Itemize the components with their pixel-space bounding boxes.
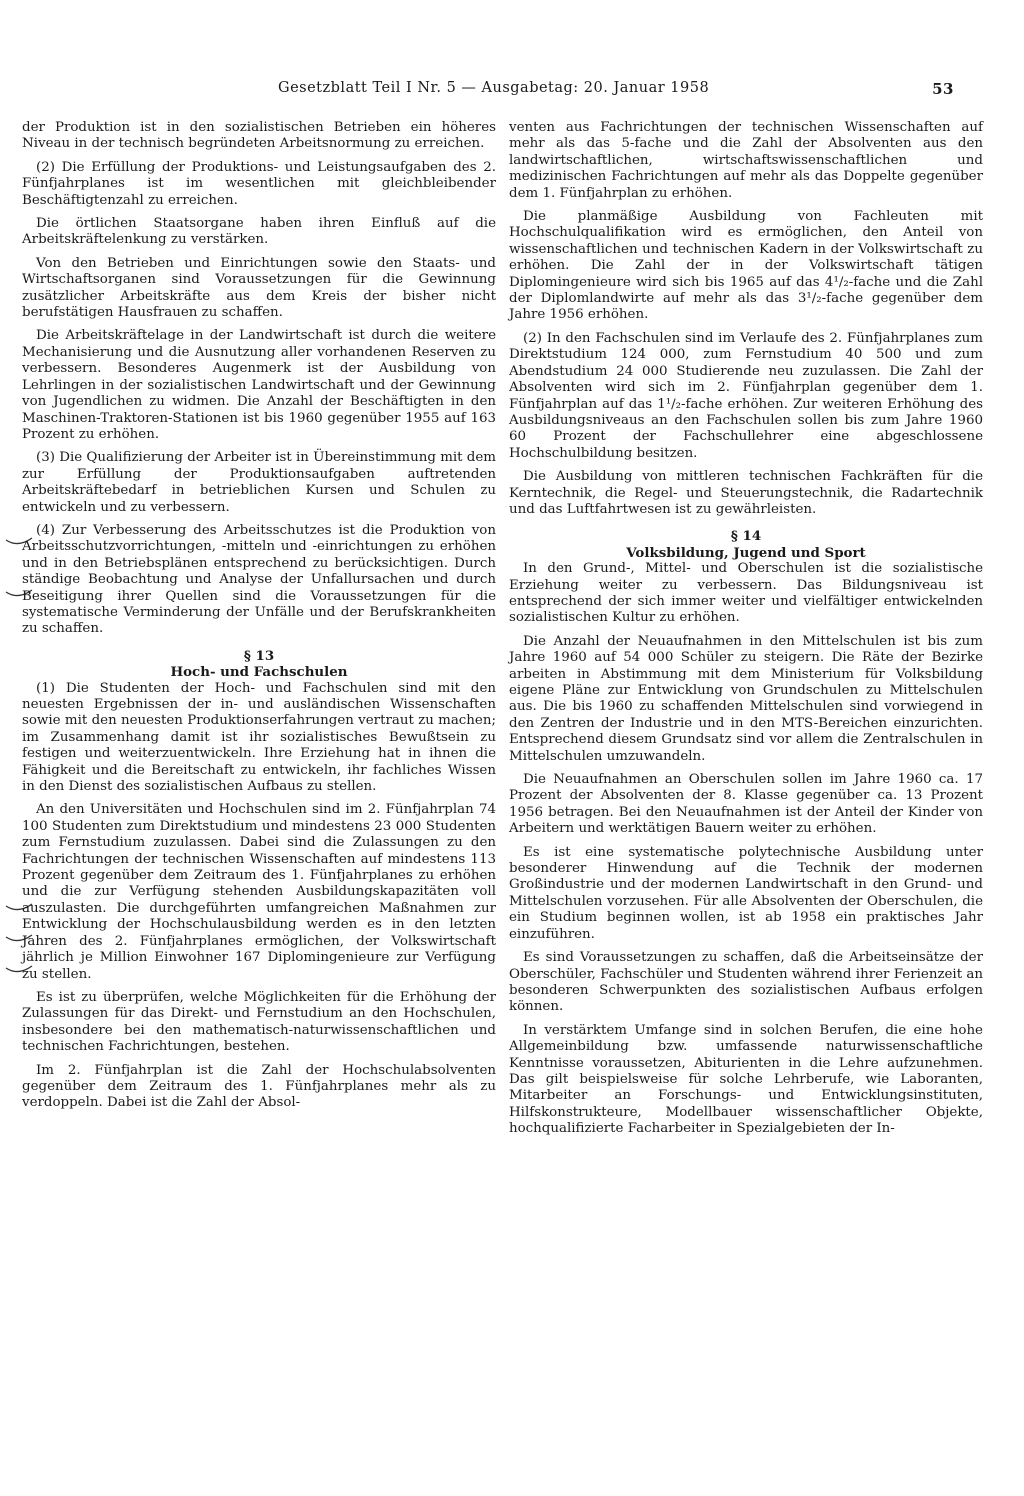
left-column (22, 120, 496, 1119)
section-title: Volksbildung, Jugend und Sport (626, 544, 866, 561)
section-number: § 13 (243, 647, 275, 664)
paragraph: Es ist eine systematische polytechnische Ausbildung unter besonderer Hinwendung auf die Technik der modernen Großindustrie und der modernen Landwirtschaft in den Grund- und Mittelschulen vorzusehen. Für alle Absolventen der Oberschulen, die ein Studium beginnen wollen, ist ab 1958 ein praktisches Jahr einzuführen. (509, 844, 983, 942)
paragraph: An den Universitäten und Hochschulen sind im 2. Fünfjahrplan 74 100 Studenten zum Direktstudium und mindestens 23 000 Studenten zum Fernstudium zuzulassen. Dabei sind die Zulassungen zu den Fachrichtungen der technischen Wissenschaften auf mindestens 113 Prozent gegenüber dem Zeitraum des 1. Fünfjahrplanes zu erhöhen und die zur Verfügung stehenden Ausbildungskapazitäten voll auszulasten. Die durchgeführten umfangreichen Maßnahmen zur Entwicklung der Hochschulausbildung werden es in den letzten Jahren des 2. Fünfjahrplanes ermöglichen, der Volkswirtschaft jährlich je Million Einwohner 167 Diplomingenieure zur Verfügung zu stellen. (22, 802, 496, 982)
right-column (509, 120, 983, 1145)
paragraph: Die Neuaufnahmen an Oberschulen sollen im Jahre 1960 ca. 17 Prozent der Absolventen der 8. Klasse gegenüber ca. 13 Prozent 1956 betragen. Bei den Neuaufnahmen ist der Anteil der Kinder von Arbeitern und werktätigen Bauern weiter zu erhöhen. (509, 772, 983, 837)
paragraph: Die örtlichen Staatsorgane haben ihren Einfluß auf die Arbeitskräftelenkung zu verstärken. (22, 216, 496, 248)
paragraph: In verstärktem Umfange sind in solchen Berufen, die eine hohe Allgemeinbildung bzw. umfassende naturwissenschaftliche Kenntnisse voraussetzen, Abiturienten in die Lehre aufzunehmen. Das gilt beispielsweise für solche Lehrberufe, wie Laboranten, Mitarbeiter an Forschungs- und Entwicklungsinstituten, Hilfskonstrukteure, Modellbauer wissenschaftlicher Objekte, hochqualifizierte Facharbeiter in Spezialgebieten der In- (509, 1022, 983, 1137)
paragraph: (1) Die Studenten der Hoch- und Fachschulen sind mit den neuesten Ergebnissen der in- und ausländischen Wissenschaften sowie mit den neuesten Produktionserfahrungen vertraut zu machen; im Zusammenhang damit ist ihr sozialistisches Bewußtsein zu festigen und weiterzuentwickeln. Ihre Erziehung hat in ihnen die Fähigkeit und die Bereitschaft zu entwickeln, ihr fachliches Wissen in den Dienst des sozialistischen Aufbaus zu stellen. (22, 680, 496, 795)
paragraph: Es ist zu überprüfen, welche Möglichkeiten für die Erhöhung der Zulassungen für das Direkt- und Fernstudium an den Hochschulen, insbesondere bei den mathematisch-naturwissenschaftlichen und technischen Fachrichtungen, bestehen. (22, 989, 496, 1055)
paragraph: (2) In den Fachschulen sind im Verlaufe des 2. Fünfjahrplanes zum Direktstudium 124 000, zum Fernstudium 40 500 und zum Abendstudium 24 000 Studierende neu zuzulassen. Die Zahl der Absolventen wird sich im 2. Fünfjahrplan gegenüber dem 1. Fünfjahrplan auf das 1¹/₂-fache erhöhen. Zur weiteren Erhöhung des Ausbildungsniveaus an den Fachschulen sollen bis zum Jahre 1960 60 Prozent der Fachschullehrer eine abgeschlossene Hochschulbildung besitzen. (509, 330, 983, 461)
paragraph: Die Arbeitskräftelage in der Landwirtschaft ist durch die weitere Mechanisierung und die Ausnutzung aller vorhandenen Reserven zu verbessern. Besonderes Augenmerk ist der Ausbildung von Lehrlingen in der sozialistischen Landwirtschaft und der Gewinnung von Jugendlichen zu widmen. Die Anzahl der Beschäftigten in den Maschinen-Traktoren-Stationen ist bis 1960 gegenüber 1955 auf 163 Prozent zu erhöhen. (22, 328, 496, 442)
paragraph: Die Ausbildung von mittleren technischen Fachkräften für die Kerntechnik, die Regel- und Steuerungstechnik, die Radartechnik und das Luftfahrtwesen ist zu gewährleisten. (509, 469, 983, 517)
paragraph: (3) Die Qualifizierung der Arbeiter ist in Übereinstimmung mit dem zur Erfüllung der Produktionsaufgaben auftretenden Arbeitskräftebedarf in betrieblichen Kursen und Schulen zu entwickeln und zu verbessern. (22, 450, 497, 515)
paragraph: Im 2. Fünfjahrplan ist die Zahl der Hochschulabsolventen gegenüber dem Zeitraum des 1. Fünfjahrplanes mehr als zu verdoppeln. Dabei ist die Zahl der Absol- (22, 1062, 496, 1111)
section-title: Hoch- und Fachschulen (170, 664, 348, 681)
section-number: § 14 (730, 528, 762, 545)
paragraph: Die planmäßige Ausbildung von Fachleuten mit Hochschulqualifikation wird es ermöglichen, den Anteil von wissenschaftlichen und technischen Kadern in der Volkswirtschaft zu erhöhen. Die Zahl der in der Volkswirtschaft tätigen Diplomingenieure wird sich bis 1965 auf das 4¹/₂-fache und die Zahl der Diplomlandwirte auf mehr als das 3¹/₂-fache gegenüber dem Jahre 1956 erhöhen. (509, 209, 983, 323)
paragraph: (2) Die Erfüllung der Produktions- und Leistungsaufgaben des 2. Fünfjahrplanes ist im wesentlichen mit gleichbleibender Beschäftigtenzahl zu erreichen. (22, 159, 496, 208)
paragraph: Von den Betrieben und Einrichtungen sowie den Staats- und Wirtschaftsorganen sind Voraussetzungen für die Gewinnung zusätzlicher Arbeitskräfte aus dem Kreis der bisher nicht berufstätigen Hausfrauen zu schaffen. (22, 255, 496, 321)
paragraph: (4) Zur Verbesserung des Arbeitsschutzes ist die Produktion von Arbeitsschutzvorrichtungen, -mitteln und -einrichtungen zu erhöhen und in den Betriebsplänen entsprechend zu berücksichtigen. Durch ständige Beobachtung und Analyse der Unfallursachen und durch Beseitigung ihrer Quellen sind die Voraussetzungen für die systematische Verminderung der Unfälle und der Berufskrankheiten zu schaffen. (22, 522, 496, 637)
paragraph: venten aus Fachrichtungen der technischen Wissenschaften auf mehr als das 5-fache und die Zahl der Absolventen aus den landwirtschaftlichen, wirtschaftswissenschaftlichen und medizinischen Fachrichtungen auf mehr als das Doppelte gegenüber dem 1. Fünfjahrplan zu erhöhen. (509, 120, 983, 201)
paragraph: In den Grund-, Mittel- und Oberschulen ist die sozialistische Erziehung weiter zu verbessern. Das Bildungsniveau ist entsprechend der sich immer weiter und vielfältiger entwickelnden sozialistischen Kultur zu erhöhen. (509, 561, 983, 626)
page-number: 53 (932, 80, 954, 98)
gazette-title: Gesetzblatt Teil I Nr. 5 — Ausgabetag: 20. Januar 1958 (278, 80, 710, 96)
paragraph: Die Anzahl der Neuaufnahmen in den Mittelschulen ist bis zum Jahre 1960 auf 54 000 Schüler zu steigern. Die Räte der Bezirke arbeiten in Abstimmung mit dem Ministerium für Volksbildung eigene Pläne zur Entwicklung von Grundschulen zu Mittelschulen aus. Die bis 1960 zu schaffenden Mittelschulen sind vorwiegend in den Zentren der Industrie und in den MTS-Bereichen einzurichten. Entsprechend diesem Grundsatz sind vor allem die Zentralschulen in Mittelschulen umzuwandeln. (509, 633, 983, 764)
paragraph: der Produktion ist in den sozialistischen Betrieben ein höheres Niveau in der technisch begründeten Arbeitsnormung zu erreichen. (22, 120, 496, 152)
paragraph: Es sind Voraussetzungen zu schaffen, daß die Arbeitseinsätze der Oberschüler, Fachschüler und Studenten während ihrer Ferienzeit an besonderen Schwerpunkten des sozialistischen Aufbaus erfolgen können. (509, 950, 983, 1015)
